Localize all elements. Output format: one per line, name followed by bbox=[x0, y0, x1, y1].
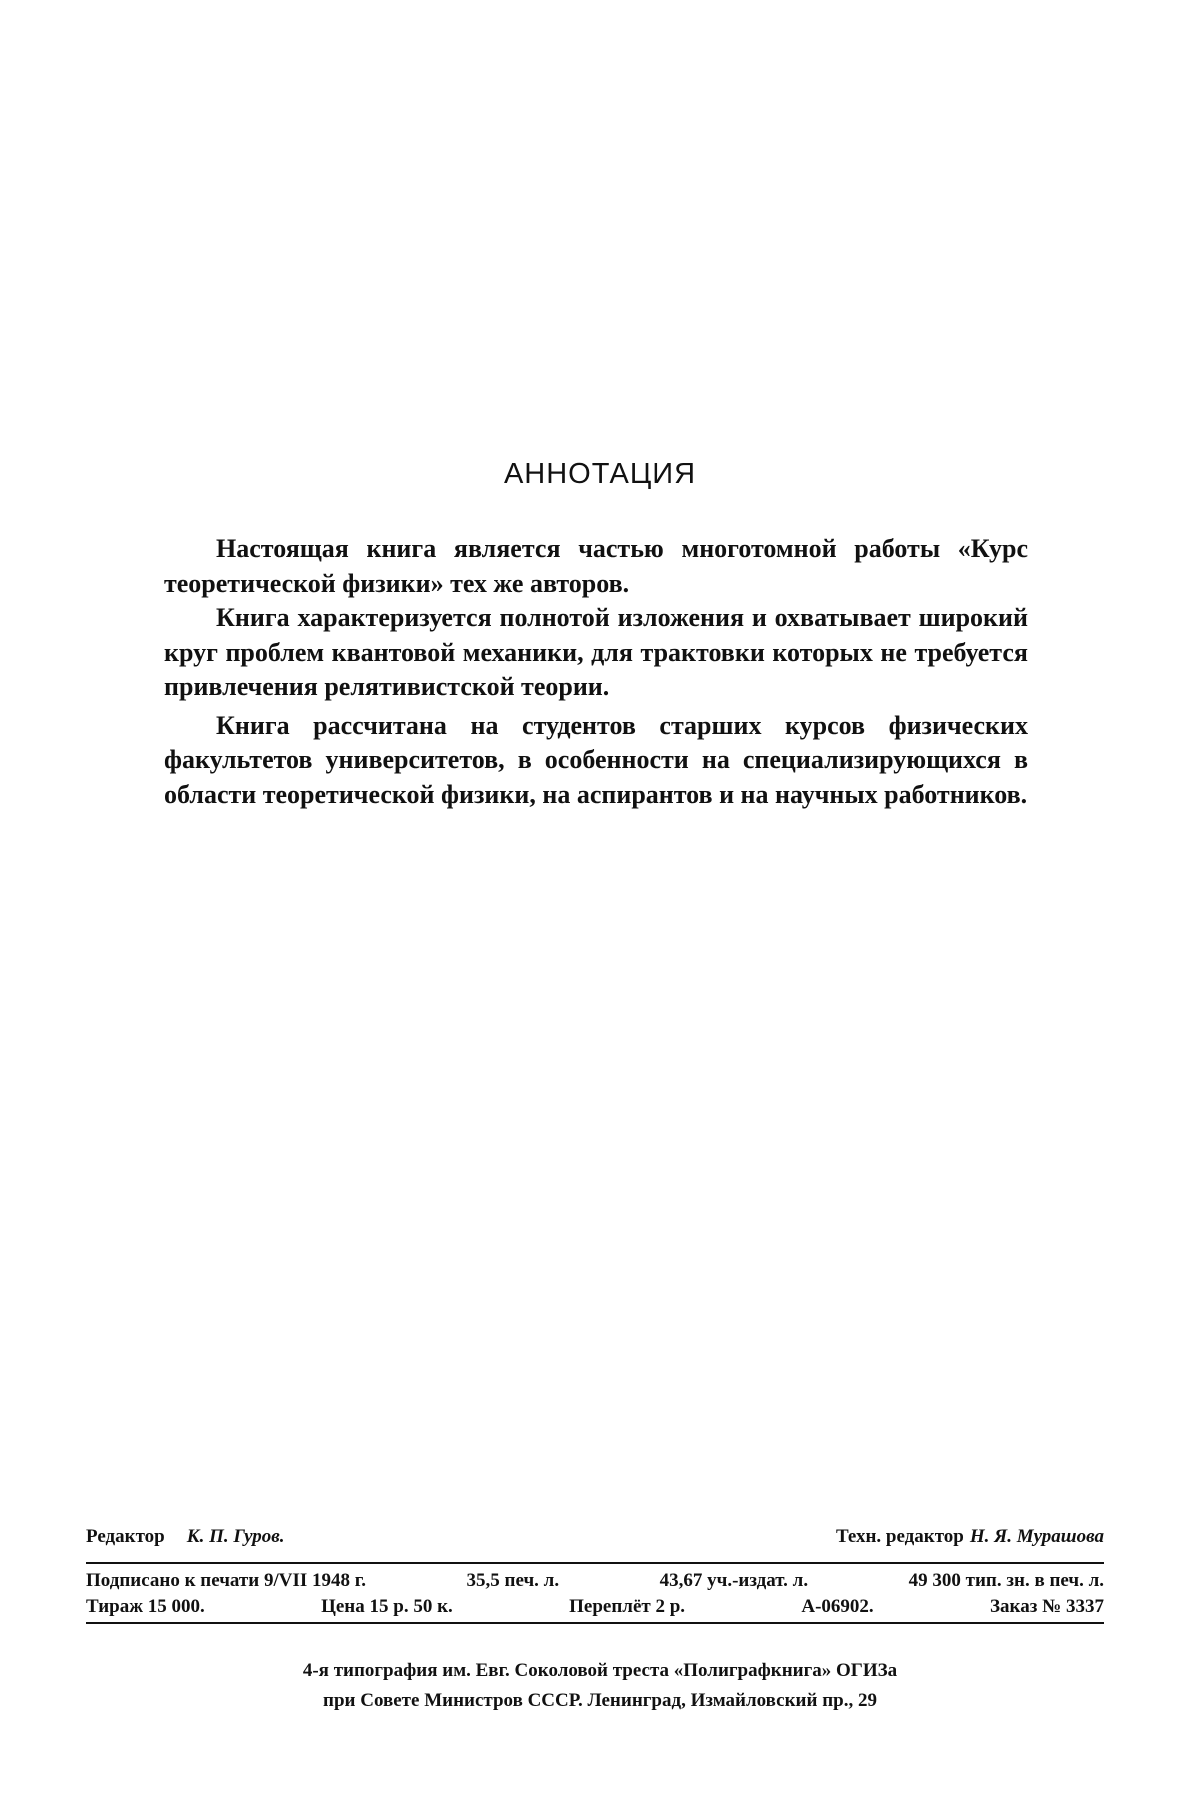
annotation-body bbox=[164, 532, 1028, 816]
editors-line bbox=[86, 1526, 1104, 1556]
annotation-paragraph-3: Книга рассчитана на студентов старших курсов физических факультетов университетов, в особенности на специализирующихся в области теоретической физики, на аспирантов и на научных работников. bbox=[164, 710, 1028, 809]
printed-sheets: 35,5 печ. л. bbox=[466, 1570, 560, 1591]
divider-rule bbox=[86, 1562, 1104, 1564]
divider-rule bbox=[86, 1622, 1104, 1624]
print-run: Тираж 15 000. bbox=[86, 1596, 205, 1617]
colophon bbox=[86, 1526, 1104, 1624]
binding-price: Переплёт 2 р. bbox=[569, 1596, 686, 1617]
signed-for-print: Подписано к печати 9/VII 1948 г. bbox=[86, 1570, 366, 1591]
tech-editor-label: Техн. редактор bbox=[835, 1526, 964, 1547]
editor-label: Редактор bbox=[86, 1526, 165, 1547]
license-number: А-06902. bbox=[801, 1596, 874, 1617]
print-details-row-2 bbox=[86, 1594, 1104, 1620]
print-details-row-1 bbox=[86, 1568, 1104, 1594]
annotation-title: АННОТАЦИЯ bbox=[503, 458, 697, 490]
editor-credit bbox=[86, 1526, 285, 1548]
price: Цена 15 р. 50 к. bbox=[321, 1596, 453, 1617]
tech-editor-name: Н. Я. Мурашова bbox=[969, 1526, 1104, 1547]
order-number: Заказ № 3337 bbox=[990, 1596, 1104, 1617]
printer-line-2: при Совете Министров СССР. Ленинград, Измайловский пр., 29 bbox=[323, 1690, 877, 1711]
characters-per-sheet: 49 300 тип. зн. в печ. л. bbox=[908, 1570, 1104, 1591]
printer-imprint bbox=[0, 1656, 1200, 1716]
annotation-paragraph-2: Книга характеризуется полнотой изложения и охватывает широкий круг проблем квантовой механики, для трактовки которых не требуется привлечения релятивистской теории. bbox=[164, 603, 1028, 701]
annotation-paragraph-1: Настоящая книга является частью многотомной работы «Курс теоретической физики» тех же авторов. bbox=[164, 534, 1028, 598]
publisher-sheets: 43,67 уч.-издат. л. bbox=[659, 1570, 809, 1591]
tech-editor-credit bbox=[836, 1526, 1104, 1548]
printer-line-1: 4-я типография им. Евг. Соколовой треста «Полиграфкнига» ОГИЗа bbox=[302, 1660, 898, 1681]
editor-name: К. П. Гуров. bbox=[186, 1526, 285, 1547]
